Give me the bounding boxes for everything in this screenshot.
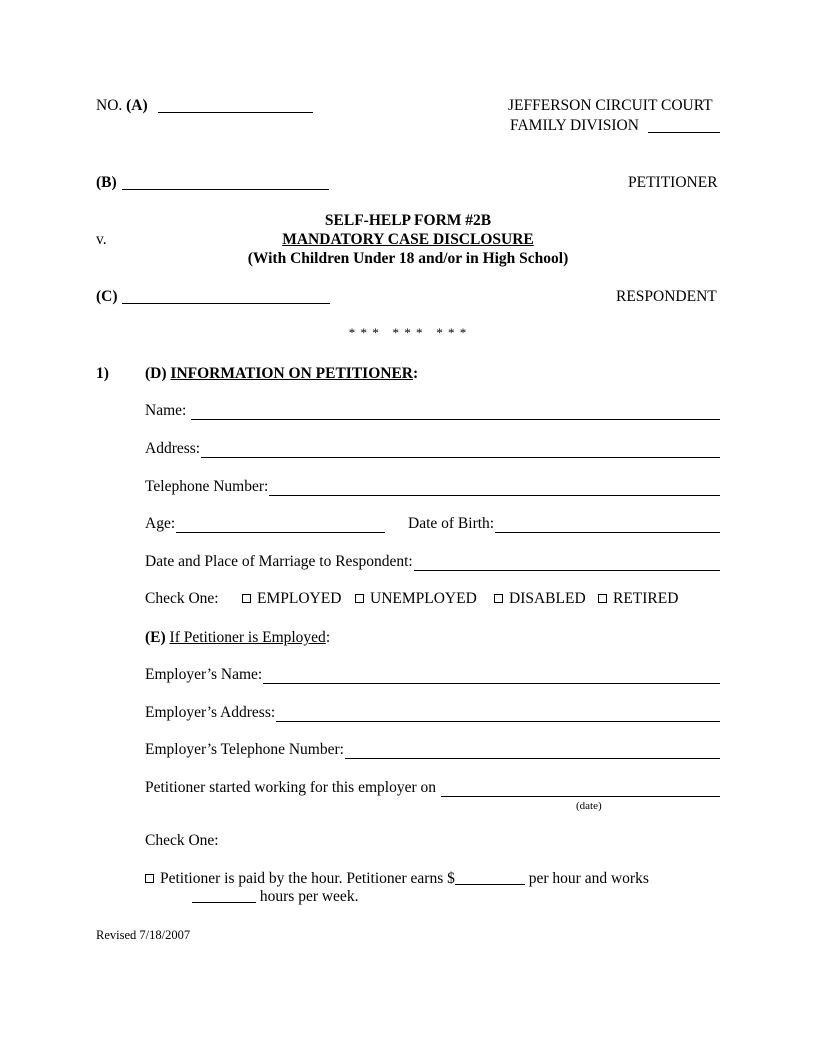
name-field[interactable] [191, 405, 720, 420]
employer-phone-field[interactable] [345, 744, 720, 759]
case-number-field[interactable] [158, 112, 313, 113]
hours-per-week-field[interactable] [192, 889, 256, 903]
form-note: (With Children Under 18 and/or in High School) [247, 250, 569, 267]
form-subtitle: MANDATORY CASE DISCLOSURE [282, 231, 534, 248]
phone-field[interactable] [269, 481, 720, 496]
status-option-disabled[interactable]: DISABLED [494, 590, 586, 608]
employed-heading: (E) If Petitioner is Employed: [145, 629, 331, 646]
phone-row [145, 478, 720, 496]
age-label: Age: [145, 515, 176, 532]
form-title: SELF-HELP FORM #2B [324, 212, 492, 229]
employer-phone-row [145, 741, 720, 759]
checkbox-icon[interactable] [355, 594, 364, 603]
address-row [145, 440, 720, 458]
court-name: JEFFERSON CIRCUIT COURT [508, 97, 713, 114]
case-number-label: NO. (A) [96, 97, 148, 114]
petitioner-label: PETITIONER [628, 174, 718, 191]
division-label: FAMILY DIVISION [510, 117, 639, 134]
address-label: Address: [145, 440, 201, 457]
start-date-row [145, 779, 720, 797]
respondent-name-field[interactable] [122, 303, 330, 304]
respondent-label: RESPONDENT [616, 288, 717, 305]
marker-e: (E) [145, 629, 166, 646]
checkbox-icon[interactable] [145, 874, 154, 883]
employer-name-label: Employer’s Name: [145, 666, 263, 683]
dob-field[interactable] [495, 518, 720, 533]
petitioner-name-field[interactable] [122, 189, 329, 190]
employer-address-label: Employer’s Address: [145, 704, 276, 721]
hours-row: hours per week. [192, 888, 358, 906]
dob-row [408, 515, 720, 533]
name-row [145, 402, 720, 420]
marker-a: (A) [126, 97, 148, 114]
marker-d: (D) [145, 365, 167, 382]
check-one-label-2: Check One: [145, 832, 219, 849]
employer-address-row [145, 704, 720, 722]
checkbox-icon[interactable] [598, 594, 607, 603]
marker-c: (C) [96, 288, 118, 305]
division-field[interactable] [648, 132, 720, 133]
name-label: Name: [145, 402, 187, 419]
section-title: (D) INFORMATION ON PETITIONER: [145, 365, 419, 382]
hourly-rate-field[interactable] [455, 871, 525, 885]
employer-phone-label: Employer’s Telephone Number: [145, 741, 344, 758]
marriage-field[interactable] [414, 556, 720, 571]
versus-label: v. [96, 231, 107, 248]
hourly-option[interactable]: Petitioner is paid by the hour. Petitioner earns $ per hour and works [145, 870, 649, 888]
marker-b: (B) [96, 174, 117, 191]
marriage-row [145, 553, 720, 571]
status-option-retired[interactable]: RETIRED [598, 590, 678, 608]
employer-name-row [145, 666, 720, 684]
section-number: 1) [96, 365, 109, 382]
employer-name-field[interactable] [263, 669, 720, 684]
date-caption: (date) [576, 800, 602, 812]
status-option-unemployed[interactable]: UNEMPLOYED [355, 590, 477, 608]
start-date-label: Petitioner started working for this employer on [145, 779, 436, 796]
checkbox-icon[interactable] [494, 594, 503, 603]
dob-label: Date of Birth: [408, 515, 495, 532]
age-field[interactable] [176, 518, 385, 533]
phone-label: Telephone Number: [145, 478, 269, 495]
start-date-field[interactable] [441, 782, 720, 797]
age-row [145, 515, 385, 533]
status-option-employed[interactable]: EMPLOYED [242, 590, 341, 608]
revised-date: Revised 7/18/2007 [96, 928, 191, 942]
marriage-label: Date and Place of Marriage to Respondent: [145, 553, 413, 570]
checkbox-icon[interactable] [242, 594, 251, 603]
check-one-label: Check One: [145, 590, 219, 607]
separator: * * * * * * * * * [348, 325, 468, 340]
employer-address-field[interactable] [276, 707, 720, 722]
address-field[interactable] [201, 443, 720, 458]
